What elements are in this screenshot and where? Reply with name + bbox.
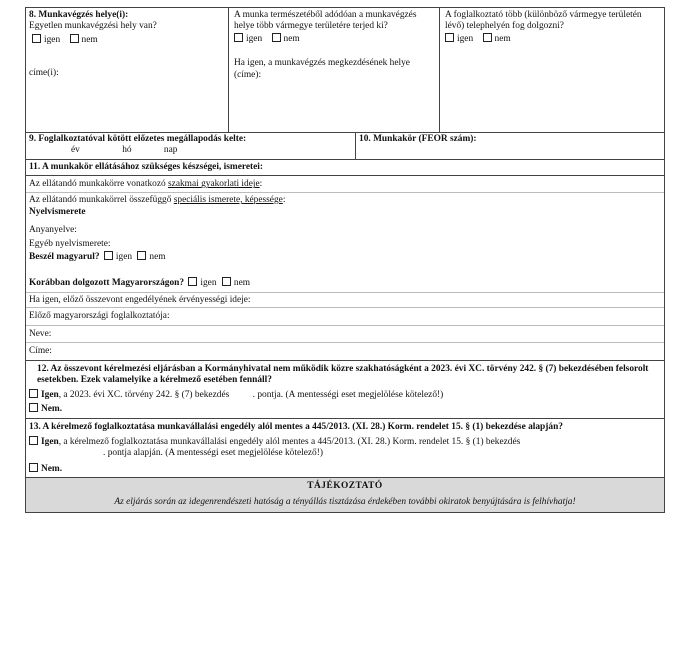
other-languages-label: Egyéb nyelvismerete: [29, 239, 111, 250]
speaks-hungarian-line [29, 251, 661, 263]
special-skills-post: : [282, 194, 286, 205]
practice-time-pre: Az ellátandó munkakörre vonatkozó [29, 179, 169, 190]
address-label: címe(i): [29, 68, 59, 79]
special-skills-block [26, 193, 664, 292]
yes-label: igen [246, 33, 263, 44]
section-10 [356, 133, 664, 159]
yes-label: igen [200, 278, 217, 289]
section-8-right [440, 8, 664, 132]
single-place-options [29, 34, 225, 46]
single-place-question: Egyetlen munkavégzési hely van? [29, 21, 157, 32]
previous-employer-line: Előző magyarországi foglalkoztatója: [26, 308, 664, 325]
speaks-hungarian-yes-checkbox[interactable] [104, 251, 113, 260]
section-12-no-checkbox[interactable] [29, 403, 38, 412]
day-label: nap [163, 145, 178, 156]
no-label: nem [494, 33, 511, 44]
worked-before-label: Korábban dolgozott Magyarországon? [29, 278, 185, 289]
yes-label: igen [115, 251, 133, 262]
special-skills-underlined: speciális ismerete, képessége [173, 194, 283, 205]
section-13-yes-checkbox[interactable] [29, 436, 38, 445]
section-13-yes-line [29, 436, 661, 448]
special-skills-line [29, 194, 661, 207]
section-13-title: 13. A kérelmező foglalkoztatása munkavállalási engedély alól mentes a 445/2013. (XI. 28.) Korm. rendelet 15. § (1) bekezdése alapján? [29, 421, 563, 432]
worked-before-line [29, 277, 661, 290]
speaks-hungarian-no-checkbox[interactable] [137, 251, 146, 260]
yes-label: igen [44, 34, 61, 45]
section-12 [26, 361, 664, 419]
worked-before-no-checkbox[interactable] [222, 277, 231, 286]
info-title: TÁJÉKOZTATÓ [307, 481, 383, 492]
section-8 [26, 8, 664, 133]
section-11-body [26, 176, 664, 360]
section-12-yes-text: , a 2023. évi XC. törvény 242. § (7) bekezdés . pontja. (A mentességi eset megjelölése kötelező!) [58, 389, 444, 400]
section-13-yes-line-2: . pontja alapján. (A mentességi eset megjelölése kötelező!) [103, 448, 323, 459]
speaks-hungarian-label: Beszél magyarul? [29, 251, 100, 262]
info-box [26, 478, 664, 512]
section-8-middle [229, 8, 440, 132]
section-12-yes-bold: Igen [41, 389, 59, 400]
no-label: nem [233, 278, 251, 289]
info-text: Az eljárás során az idegenrendészeti hatóság a tényállás tisztázása érdekében további okiratok benyújtására is felhívhatja! [114, 496, 576, 507]
year-label: év [71, 145, 80, 156]
multi-site-no-checkbox[interactable] [483, 33, 492, 42]
single-place-no-checkbox[interactable] [70, 34, 79, 43]
multi-site-options [445, 33, 661, 45]
special-skills-pre: Az ellátandó munkakörrel összefüggő [29, 194, 174, 205]
permit-validity-line: Ha igen, előző összevont engedélyének érvényességi ideje: [26, 292, 664, 308]
section-10-title: 10. Munkakör (FEOR szám): [359, 134, 477, 144]
employer-name-line: Neve: [26, 326, 664, 343]
section-13-yes-bold: Igen [41, 436, 59, 447]
multi-county-no-checkbox[interactable] [272, 33, 281, 42]
practice-time-underlined: szakmai gyakorlati ideje [168, 179, 260, 190]
practice-time-line [26, 176, 664, 192]
multi-site-question: A foglalkoztató több (különböző vármegye területén lévő) telephelyén fog dolgozni? [445, 10, 642, 32]
section-12-yes-checkbox[interactable] [29, 389, 38, 398]
section-8-title: 8. Munkavégzés helye(i): [29, 10, 129, 20]
section-9-10 [26, 133, 664, 160]
section-12-yes-line [29, 389, 661, 401]
mother-tongue-label: Anyanyelve: [29, 224, 77, 235]
no-label: nem [81, 34, 98, 45]
worked-before-yes-checkbox[interactable] [188, 277, 197, 286]
practice-time-post: : [259, 179, 263, 190]
section-12-title: 12. Az összevont kérelmezési eljárásban a Kormányhivatal nem működik közre szakhatóságként a 2023. évi XC. törvény 242. § (7) bekezdésében felsorolt esetekben. Ezek valamelyike a kérelmező esetében fennáll? [37, 363, 649, 386]
section-13 [26, 419, 664, 479]
yes-label: igen [457, 33, 474, 44]
section-9 [26, 133, 356, 159]
section-13-no-line [29, 463, 661, 475]
multi-site-yes-checkbox[interactable] [445, 33, 454, 42]
section-11-title: 11. A munkakör ellátásához szükséges készségei, ismeretei: [26, 160, 664, 176]
section-13-yes-text: , a kérelmező foglalkoztatása munkavállalási engedély alól mentes a 445/2013. (XI. 28.) Korm. rendelet 15. § (1) bekezdés [58, 436, 521, 447]
section-12-no-bold: Nem. [41, 404, 63, 415]
single-place-yes-checkbox[interactable] [32, 34, 41, 43]
section-12-no-line [29, 403, 661, 415]
multi-county-question: A munka természetéből adódóan a munkavégzés helye több vármegye területére terjed ki? [234, 10, 417, 32]
date-labels [29, 145, 352, 156]
section-13-no-bold: Nem. [41, 463, 63, 474]
application-form [25, 7, 665, 513]
section-13-no-checkbox[interactable] [29, 463, 38, 472]
no-label: nem [149, 251, 166, 262]
month-label: hó [122, 145, 132, 156]
no-label: nem [283, 33, 300, 44]
multi-county-options [234, 33, 436, 45]
section-8-left [26, 8, 229, 132]
employer-address-line: Címe: [29, 346, 52, 357]
section-9-title: 9. Foglalkoztatóval kötött előzetes megállapodás kelte: [29, 134, 247, 144]
start-place-question: Ha igen, a munkavégzés megkezdésének helye (címe): [234, 58, 410, 80]
multi-county-yes-checkbox[interactable] [234, 33, 243, 42]
language-heading: Nyelvismerete [29, 207, 86, 218]
